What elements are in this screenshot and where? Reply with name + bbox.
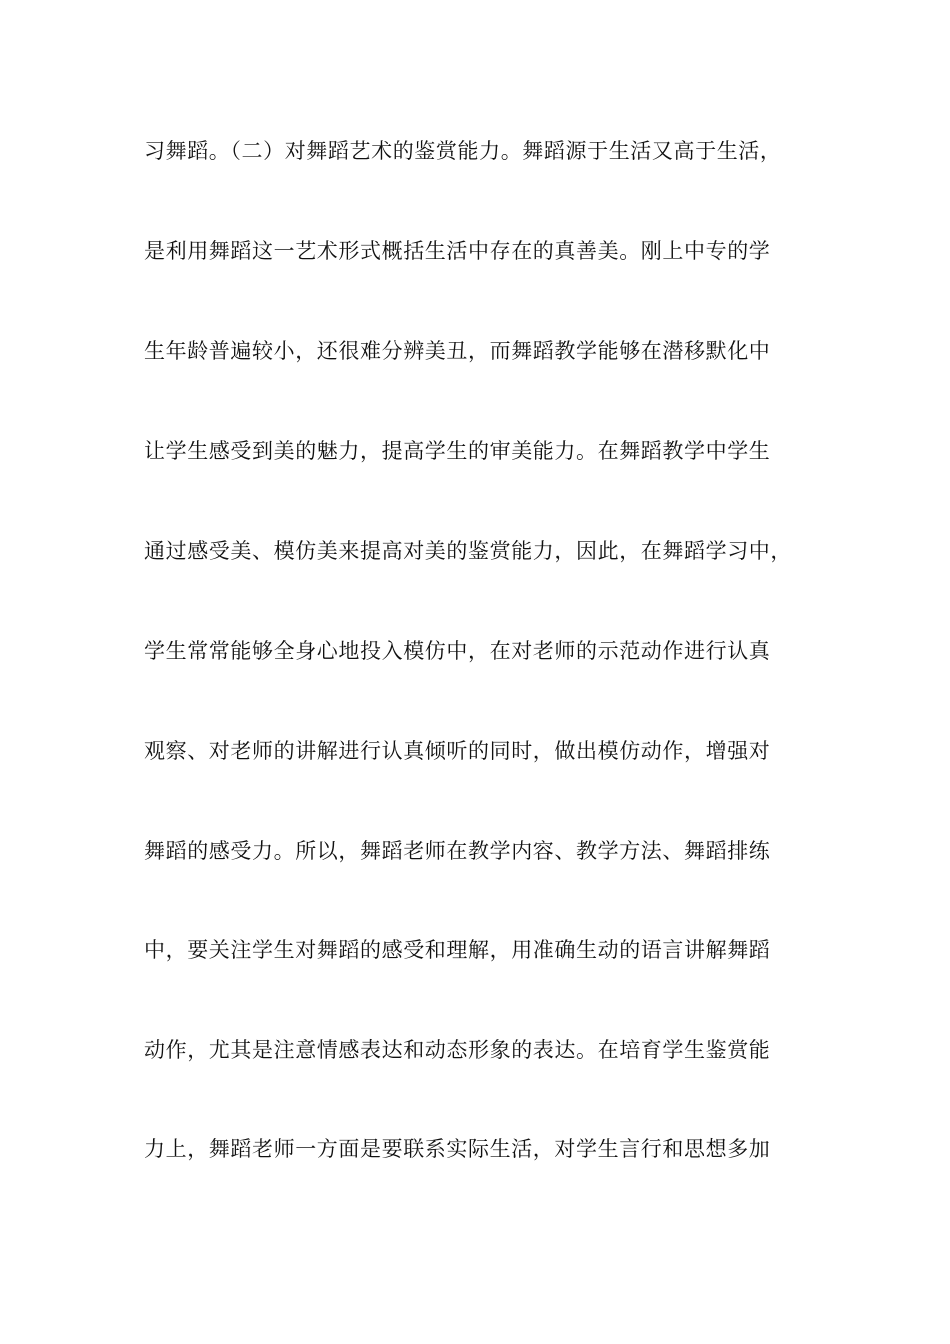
text-line: 力上，舞蹈老师一方面是要联系实际生活，对学生言行和思想多加 xyxy=(144,1137,771,1161)
text-line: 让学生感受到美的魅力，提高学生的审美能力。在舞蹈教学中学生 xyxy=(144,439,771,463)
text-line: 学生常常能够全身心地投入模仿中，在对老师的示范动作进行认真 xyxy=(144,639,771,663)
text-line: 舞蹈的感受力。所以，舞蹈老师在教学内容、教学方法、舞蹈排练 xyxy=(144,839,771,863)
text-line: 通过感受美、模仿美来提高对美的鉴赏能力，因此，在舞蹈学习中， xyxy=(144,539,792,563)
text-line: 观察、对老师的讲解进行认真倾听的同时，做出模仿动作，增强对 xyxy=(144,739,771,763)
text-line: 是利用舞蹈这一艺术形式概括生活中存在的真善美。刚上中专的学 xyxy=(144,239,771,263)
text-line: 生年龄普遍较小，还很难分辨美丑，而舞蹈教学能够在潜移默化中 xyxy=(144,339,771,363)
text-line: 动作，尤其是注意情感表达和动态形象的表达。在培育学生鉴赏能 xyxy=(144,1038,771,1062)
text-line: 中，要关注学生对舞蹈的感受和理解，用准确生动的语言讲解舞蹈 xyxy=(144,938,771,962)
text-line: 习舞蹈。（二）对舞蹈艺术的鉴赏能力。舞蹈源于生活又高于生活， xyxy=(144,139,782,163)
